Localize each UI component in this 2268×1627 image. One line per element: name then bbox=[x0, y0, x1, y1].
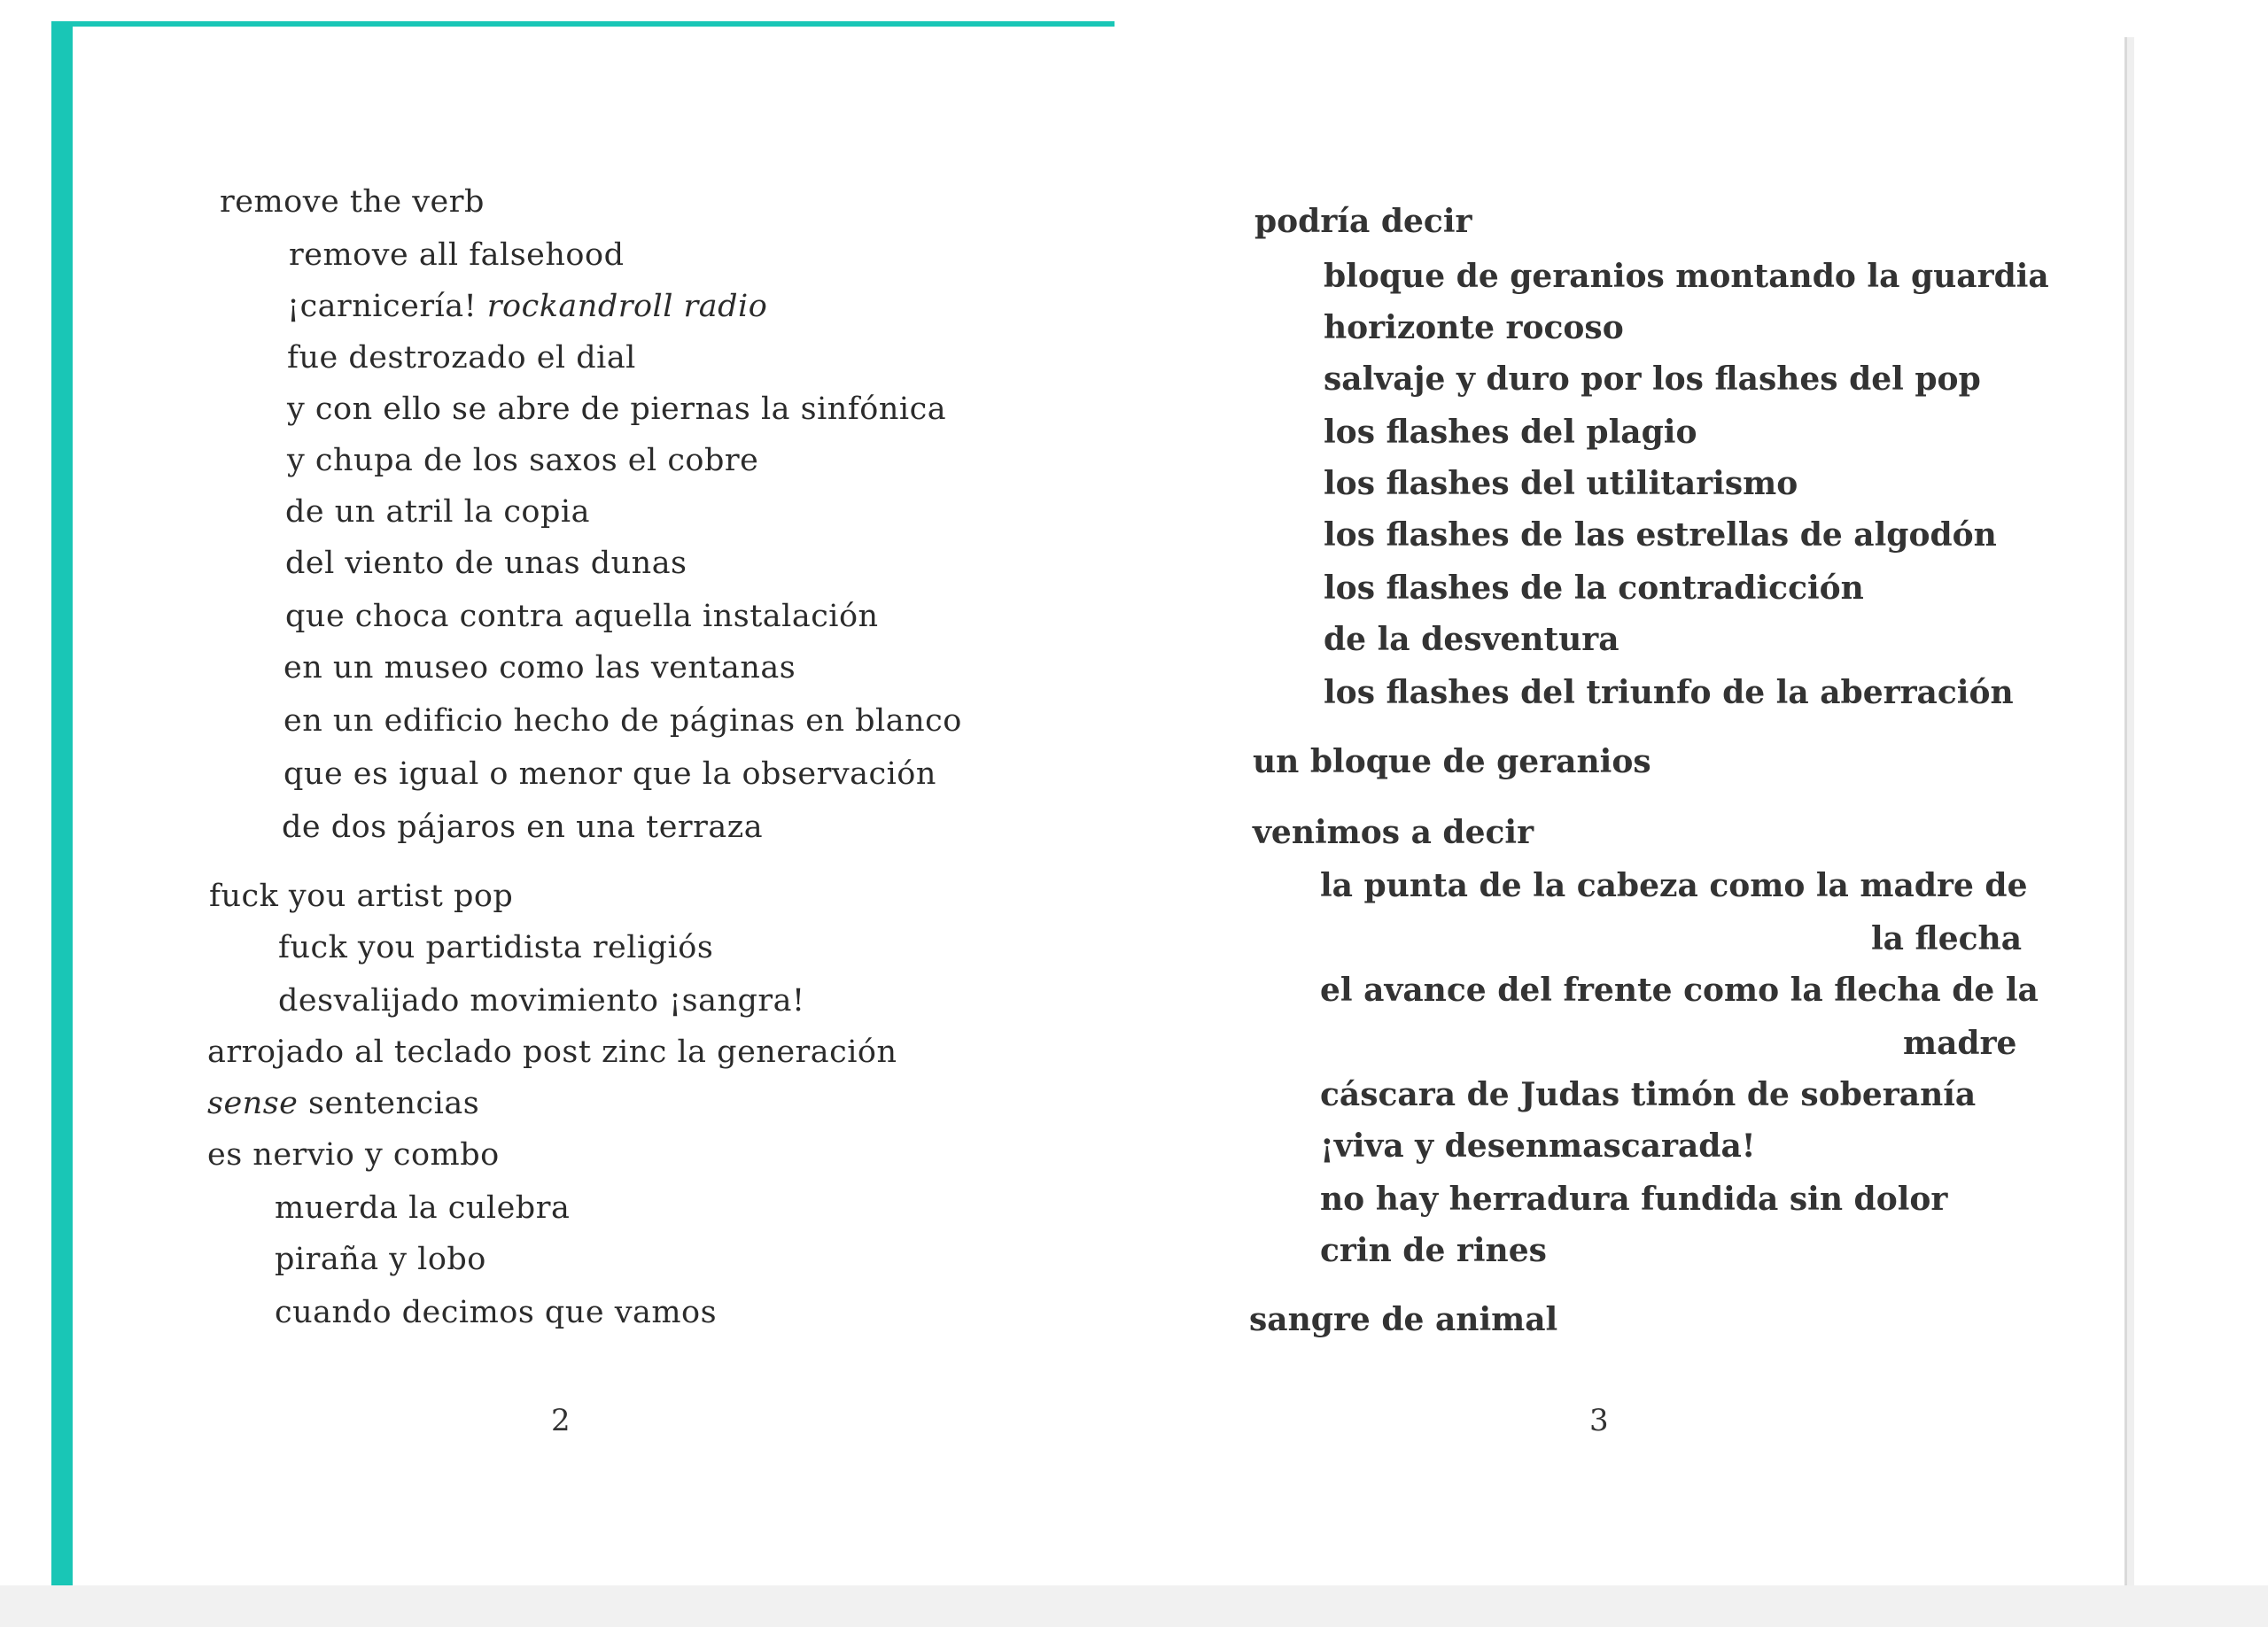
poem-line: es nervio y combo bbox=[207, 1137, 500, 1173]
poem-line: madre bbox=[1903, 1025, 2017, 1062]
poem-line: venimos a decir bbox=[1253, 814, 1534, 851]
page-number: 2 bbox=[551, 1403, 571, 1438]
poem-line: la flecha bbox=[1871, 920, 2023, 957]
poem-line: no hay herradura fundida sin dolor bbox=[1320, 1181, 1948, 1218]
poem-line: la punta de la cabeza como la madre de bbox=[1320, 867, 2028, 904]
poem-line: fue destrozado el dial bbox=[287, 340, 636, 376]
poem-line: horizonte rocoso bbox=[1324, 309, 1624, 346]
poem-line: el avance del frente como la flecha de la bbox=[1320, 972, 2039, 1009]
poem-line: de un atril la copia bbox=[285, 494, 590, 530]
poem-line: arrojado al teclado post zinc la generación bbox=[207, 1034, 897, 1070]
page-number: 3 bbox=[1589, 1403, 1609, 1438]
poem-line: ¡carnicería! rockandroll radio bbox=[287, 289, 768, 324]
poem-line: los flashes del triunfo de la aberración bbox=[1324, 674, 2014, 711]
poem-line: desvalijado movimiento ¡sangra! bbox=[278, 983, 805, 1019]
page-edge-shadow bbox=[2127, 37, 2134, 1585]
scan-background bbox=[0, 1585, 2268, 1627]
poem-line: que es igual o menor que la observación bbox=[284, 756, 936, 792]
poem-line: sense sentencias bbox=[207, 1086, 480, 1121]
poem-line: muerda la culebra bbox=[275, 1190, 571, 1226]
poem-line: crin de rines bbox=[1320, 1232, 1547, 1269]
poem-line: ¡viva y desenmascarada! bbox=[1320, 1127, 1756, 1165]
poem-line: en un edificio hecho de páginas en blanco bbox=[284, 703, 962, 739]
poem-line: los flashes del plagio bbox=[1324, 414, 1697, 451]
poem-line: fuck you artist pop bbox=[209, 879, 514, 914]
poem-line: los flashes de las estrellas de algodón bbox=[1324, 516, 1997, 554]
poem-line: cuando decimos que vamos bbox=[275, 1295, 718, 1330]
poem-line: y chupa de los saxos el cobre bbox=[287, 443, 759, 478]
poem-line: en un museo como las ventanas bbox=[284, 650, 796, 686]
poem-line: podría decir bbox=[1254, 203, 1472, 240]
poem-line: sangre de animal bbox=[1249, 1301, 1558, 1338]
poem-line: del viento de unas dunas bbox=[285, 546, 687, 581]
poem-line: los flashes del utilitarismo bbox=[1324, 465, 1798, 502]
poem-line: salvaje y duro por los flashes del pop bbox=[1324, 360, 1981, 398]
poem-line: remove all falsehood bbox=[289, 237, 625, 273]
poem-line: bloque de geranios montando la guardia bbox=[1324, 258, 2049, 295]
poem-line: que choca contra aquella instalación bbox=[285, 599, 879, 634]
left-page bbox=[51, 21, 1106, 1585]
poem-line: y con ello se abre de piernas la sinfónica bbox=[287, 391, 947, 427]
poem-line: los flashes de la contradicción bbox=[1324, 569, 1864, 607]
book-spread bbox=[51, 21, 2133, 1585]
poem-line: de la desventura bbox=[1324, 621, 1619, 658]
poem-line: remove the verb bbox=[220, 184, 485, 220]
poem-line: cáscara de Judas timón de soberanía bbox=[1320, 1076, 1977, 1113]
poem-line: de dos pájaros en una terraza bbox=[282, 810, 764, 845]
right-page bbox=[1106, 21, 2124, 1585]
poem-line: piraña y lobo bbox=[275, 1242, 486, 1277]
poem-line: fuck you partidista religiós bbox=[278, 930, 714, 965]
poem-line: un bloque de geranios bbox=[1253, 743, 1651, 780]
